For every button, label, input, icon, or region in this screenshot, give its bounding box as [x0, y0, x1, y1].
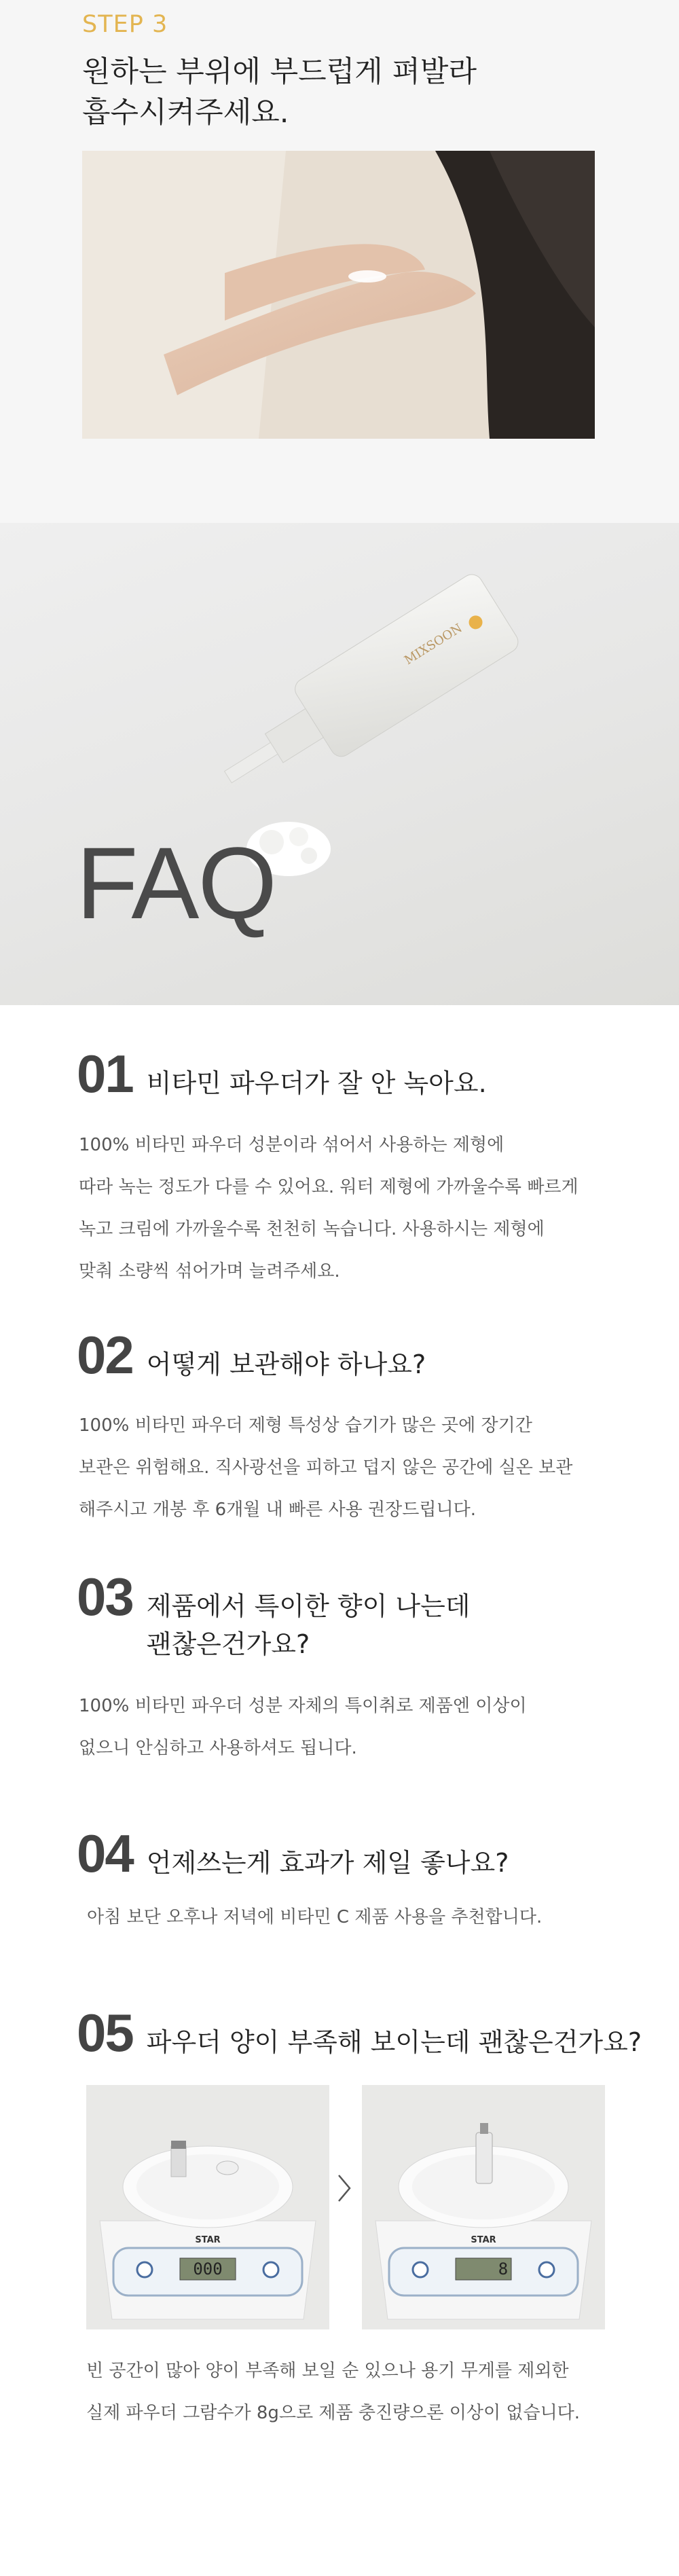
faq-question-line: 어떻게 보관해야 하나요? [146, 1349, 426, 1379]
faq-title: FAQ [76, 826, 276, 940]
scale-brand: STAR [471, 2235, 496, 2245]
faq-answer-04 [87, 1896, 623, 1938]
faq-answer-line: 녹고 크림에 가까울수록 천천히 녹습니다. 사용하시는 제형에 [79, 1219, 545, 1239]
faq-answer-line: 100% 비타민 파우더 성분 자체의 특이취로 제품엔 이상이 [79, 1696, 527, 1716]
faq-question-line: 비타민 파우더가 잘 안 녹아요. [146, 1068, 487, 1098]
faq-question-04 [77, 1824, 509, 1883]
faq-answer-line: 맞춰 소량씩 섞어가며 늘려주세요. [79, 1261, 340, 1282]
step-section [0, 0, 679, 523]
faq-answer-line: 실제 파우더 그람수가 8g으로 제품 충진량으론 이상이 없습니다. [86, 2403, 581, 2423]
faq-number: 03 [77, 1567, 133, 1627]
faq-question-line: 괜찮은건가요? [146, 1629, 310, 1659]
scale-readout: 000 [193, 2260, 223, 2279]
faq-question-text [147, 2023, 642, 2061]
scale-readout: 8 [498, 2260, 509, 2279]
hand-application-photo [82, 151, 595, 439]
step-title-line: 흡수시켜주세요. [82, 96, 289, 130]
faq-question-line: 제품에서 특이한 향이 나는데 [146, 1591, 471, 1621]
faq-number: 01 [77, 1044, 133, 1104]
faq-number: 02 [77, 1325, 133, 1385]
faq-number: 05 [77, 2003, 133, 2063]
faq-answer-line: 100% 비타민 파우더 성분이라 섞어서 사용하는 제형에 [79, 1135, 504, 1155]
faq-question-text [147, 1345, 426, 1383]
faq-question-line: 파우더 양이 부족해 보이는데 괜찮은건가요? [146, 2027, 642, 2057]
faq-answer-05 [86, 2350, 623, 2434]
faq-number: 04 [77, 1824, 133, 1883]
faq-question-text [147, 1587, 471, 1663]
faq-answer-line: 없으니 안심하고 사용하셔도 됩니다. [79, 1738, 357, 1758]
faq-question-text [147, 1064, 487, 1102]
faq-question-01 [77, 1044, 487, 1104]
step-title-line: 원하는 부위에 부드럽게 펴발라 [82, 55, 477, 89]
faq-answer-line: 아침 보단 오후나 저녁에 비타민 C 제품 사용을 추천합니다. [87, 1907, 543, 1927]
step-label: STEP 3 [82, 11, 168, 38]
faq-answer-line: 100% 비타민 파우더 제형 특성상 습기가 많은 곳에 장기간 [79, 1415, 532, 1436]
faq-question-03 [77, 1567, 471, 1663]
faq-answer-line: 보관은 위험해요. 직사광선을 피하고 덥지 않은 공간에 실온 보관 [79, 1457, 573, 1478]
scale-photo-after [362, 2085, 605, 2329]
faq-answer-02 [79, 1404, 615, 1531]
faq-answer-03 [79, 1685, 615, 1769]
faq-answer-line: 따라 녹는 정도가 다를 수 있어요. 워터 제형에 가까울수록 빠르게 [79, 1177, 579, 1197]
faq-question-line: 언제쓰는게 효과가 제일 좋나요? [146, 1848, 509, 1878]
scale-brand: STAR [195, 2235, 221, 2245]
step-title [82, 52, 477, 133]
faq-question-05 [77, 2003, 642, 2063]
faq-answer-line: 빈 공간이 많아 양이 부족해 보일 순 있으나 용기 무게를 제외한 [86, 2361, 569, 2381]
scale-photo-before [86, 2085, 329, 2329]
faq-question-text [147, 1844, 509, 1882]
bottle-label: MIXSOON [401, 621, 465, 668]
faq-answer-line: 해주시고 개봉 후 6개월 내 빠른 사용 권장드립니다. [79, 1500, 476, 1520]
faq-answer-01 [79, 1124, 615, 1292]
chevron-right-icon [337, 2173, 352, 2206]
faq-question-02 [77, 1325, 426, 1385]
